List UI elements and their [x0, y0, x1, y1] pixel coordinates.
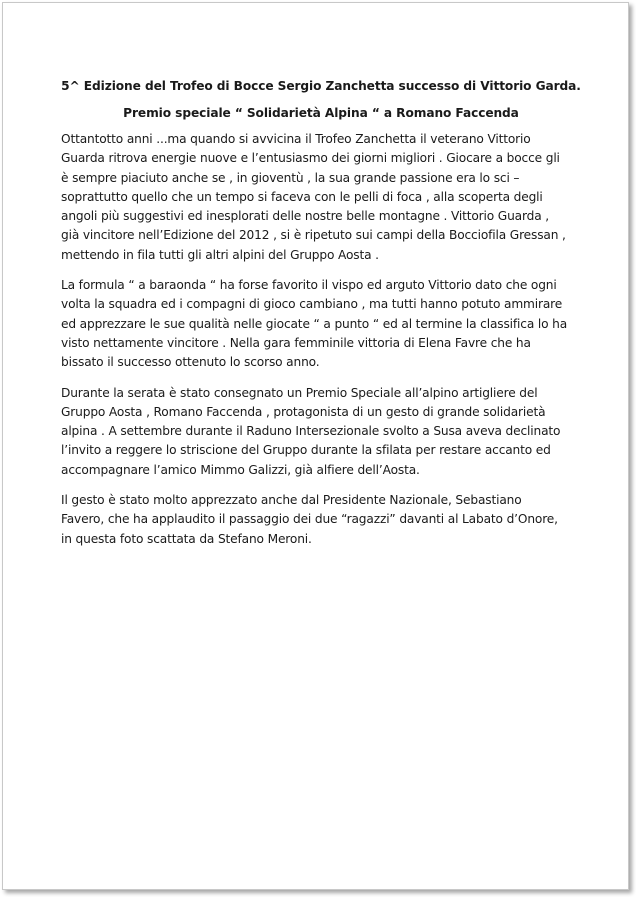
- document-page: [2, 2, 629, 890]
- text-line: in questa foto scattata da Stefano Meroni.: [61, 531, 312, 546]
- text-line: Gruppo Aosta , Romano Faccenda , protagonista di un gesto di grande solidarietà: [61, 404, 546, 419]
- document-subtitle: Premio speciale “ Solidarietà Alpina “ a Romano Faccenda: [123, 106, 519, 120]
- text-line: bissato il successo ottenuto lo scorso anno.: [61, 355, 320, 370]
- text-line: mettendo in fila tutti gli altri alpini del Gruppo Aosta .: [61, 247, 379, 262]
- text-line: è sempre piaciuto anche se , in gioventù , la sua grande passione era lo sci –: [61, 170, 520, 185]
- paragraph-1: [61, 130, 581, 265]
- paragraph-3: [61, 384, 581, 480]
- text-line: accompagnare l’amico Mimmo Galizzi, già alfiere dell’Aosta.: [61, 462, 420, 477]
- text-line: soprattutto quello che un tempo si faceva con le pelli di foca , alla scoperta degli: [61, 189, 543, 204]
- text-line: Guarda ritrova energie nuove e l’entusiasmo dei giorni migliori . Giocare a bocce gli: [61, 151, 560, 166]
- document-body: [61, 130, 581, 549]
- text-line: Favero, che ha applaudito il passaggio dei due “ragazzi” davanti al Labato d’Onore,: [61, 512, 558, 527]
- text-line: Il gesto è stato molto apprezzato anche dal Presidente Nazionale, Sebastiano: [61, 493, 522, 508]
- text-line: volta la squadra ed i compagni di gioco cambiano , ma tutti hanno potuto ammirare: [61, 297, 563, 312]
- text-line: Durante la serata è stato consegnato un Premio Speciale all’alpino artigliere del: [61, 385, 538, 400]
- text-line: angoli più suggestivi ed inesplorati delle nostre belle montagne . Vittorio Guarda ,: [61, 209, 549, 224]
- text-line: l’invito a reggere lo striscione del Gruppo durante la sfilata per restare accanto ed: [61, 443, 551, 458]
- document-title: 5^ Edizione del Trofeo di Bocce Sergio Zanchetta successo di Vittorio Garda.: [61, 79, 581, 93]
- text-line: Ottantotto anni ...ma quando si avvicina il Trofeo Zanchetta il veterano Vittorio: [61, 132, 531, 146]
- paragraph-2: [61, 276, 581, 372]
- text-line: alpina . A settembre durante il Raduno Intersezionale svolto a Susa aveva declinato: [61, 424, 561, 439]
- document-content: [61, 77, 581, 560]
- text-line: visto nettamente vincitore . Nella gara femminile vittoria di Elena Favre che ha: [61, 335, 531, 350]
- text-line: già vincitore nell’Edizione del 2012 , si è ripetuto sui campi della Bocciofila Gressan ,: [61, 228, 566, 243]
- paragraph-4: [61, 491, 581, 549]
- text-line: La formula “ a baraonda “ ha forse favorito il vispo ed arguto Vittorio dato che ogni: [61, 278, 557, 293]
- text-line: ed apprezzare le sue qualità nelle giocate “ a punto “ ed al termine la classifica lo ha: [61, 316, 568, 331]
